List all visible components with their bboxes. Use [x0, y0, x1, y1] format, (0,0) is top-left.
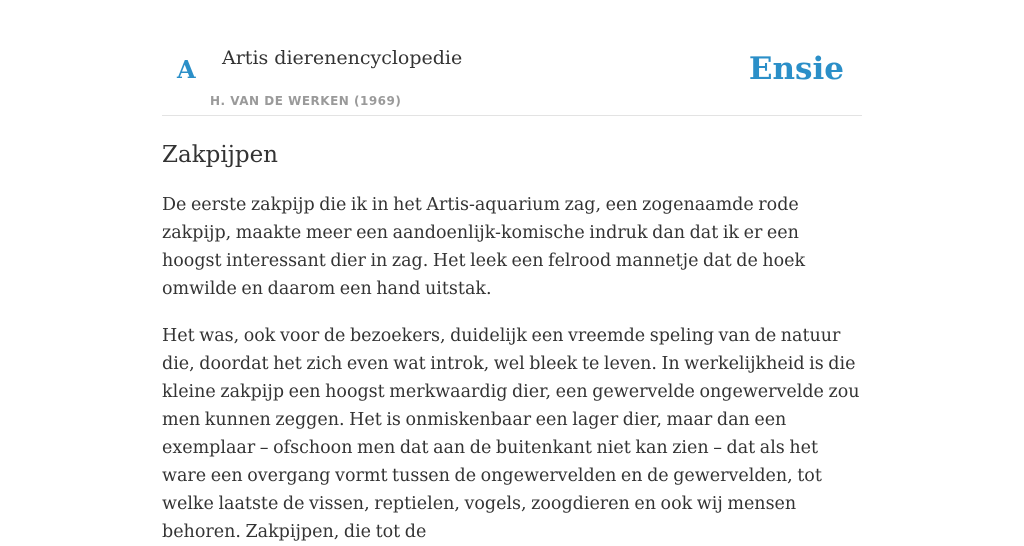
- article-body: [162, 191, 862, 546]
- article-title: Zakpijpen: [162, 142, 278, 168]
- book-author: H. VAN DE WERKEN (1969): [210, 94, 402, 108]
- page: [162, 0, 862, 546]
- article-paragraph: De eerste zakpijp die ik in het Artis-aquarium zag, een zogenaamde rode zakpijp, maakte meer een aandoenlijk-komische indruk dan dat ik er een hoogst interessant dier in zag. Het leek een felrood mannetje dat de hoek omwilde en daarom een hand uitstak.: [162, 195, 806, 299]
- book-title-link[interactable]: Artis dierenencyclopedie: [222, 47, 463, 69]
- book-index-letter[interactable]: A: [177, 55, 196, 84]
- book-header: [162, 0, 862, 116]
- ensie-logo[interactable]: Ensie: [748, 51, 844, 87]
- article-paragraph: Het was, ook voor de bezoekers, duidelijk een vreemde speling van de natuur die, doordat het zich even wat introk, wel bleek te leven. In werkelijkheid is die kleine zakpijp een hoogst merkwaardig dier, een gewervelde ongewervelde zou men kunnen zeggen. Het is onmiskenbaar een lager dier, maar dan een exemplaar – ofschoon men dat aan de buitenkant niet kan zien – dat als het ware een overgang vormt tussen de ongewervelden en de gewervelden, tot welke laatste de vissen, reptielen, vogels, zoogdieren en ook wij mensen behoren. Zakpijpen, die tot de: [162, 326, 860, 542]
